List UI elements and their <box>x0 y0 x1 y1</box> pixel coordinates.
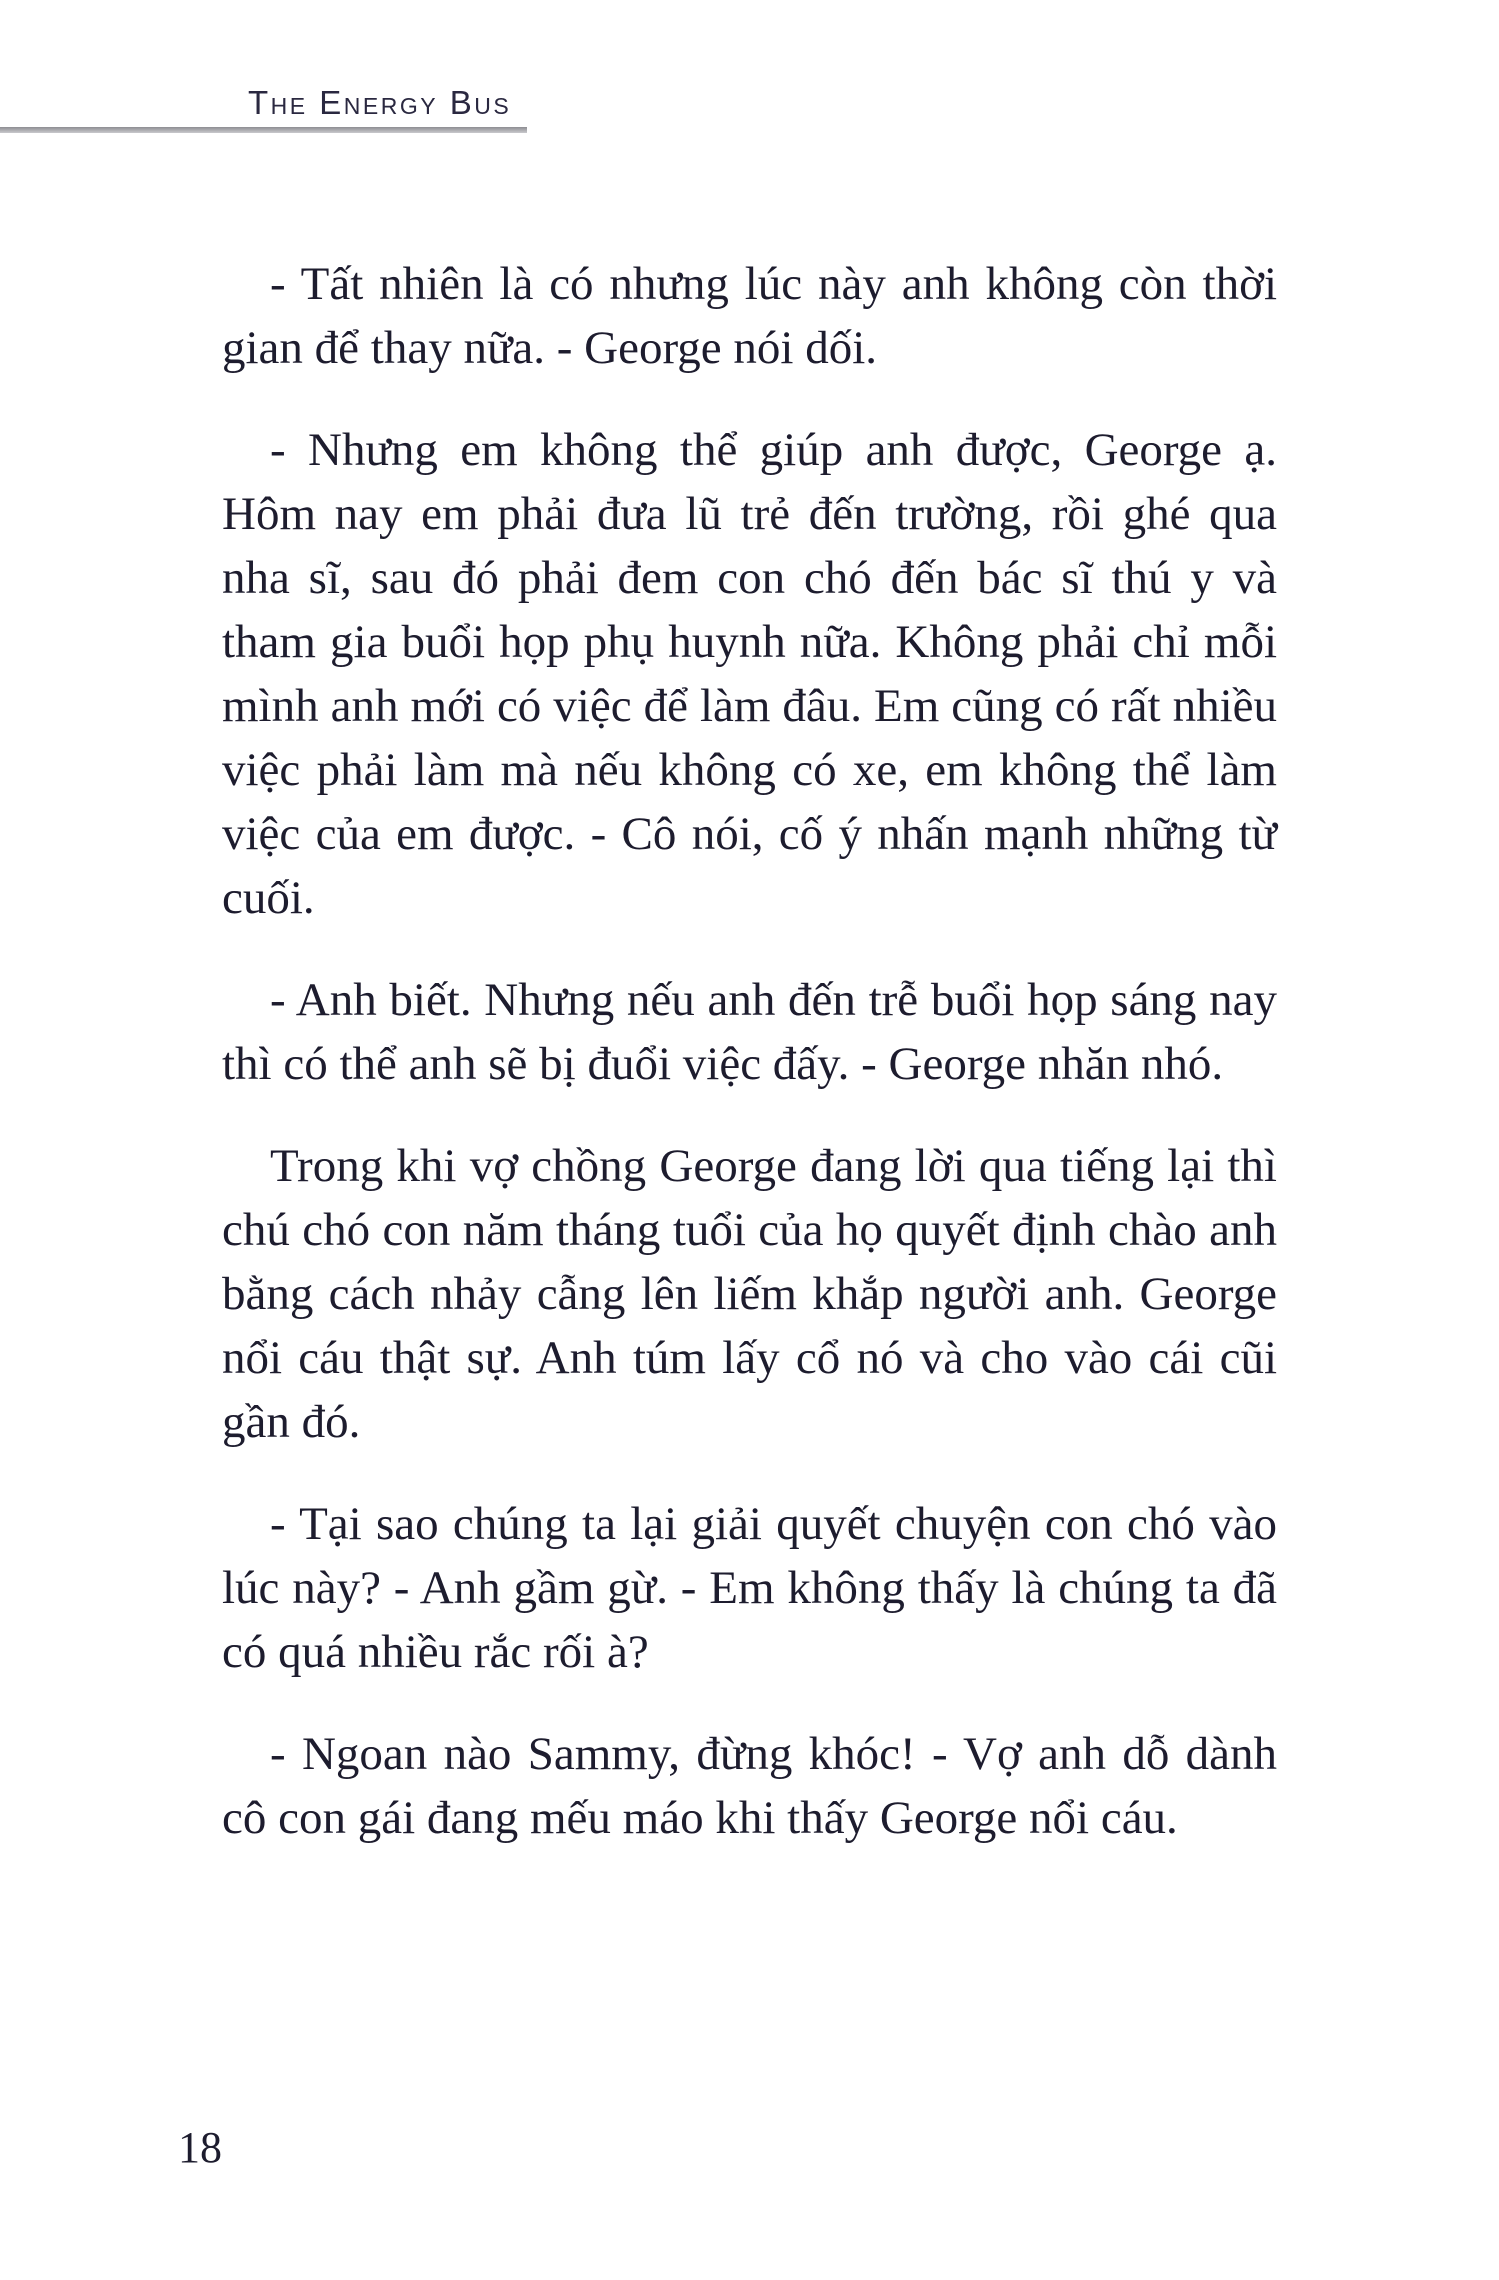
paragraph: - Nhưng em không thể giúp anh được, George ạ. Hôm nay em phải đưa lũ trẻ đến trường, rồi ghé qua nha sĩ, sau đó phải đem con chó đến bác sĩ thú y và tham gia buổi họp phụ huynh nữa. Không phải chỉ mỗi mình anh mới có việc để làm đâu. Em cũng có rất nhiều việc phải làm mà nếu không có xe, em không thể làm việc của em được. - Cô nói, cố ý nhấn mạnh những từ cuối. <box>222 424 1277 924</box>
paragraph: Trong khi vợ chồng George đang lời qua tiếng lại thì chú chó con năm tháng tuổi của họ quyết định chào anh bằng cách nhảy cẫng lên liếm khắp người anh. George nổi cáu thật sự. Anh túm lấy cổ nó và cho vào cái cũi gần đó. <box>222 1140 1277 1448</box>
running-head-title: The Energy Bus <box>248 84 512 121</box>
header-rule <box>0 127 527 133</box>
paragraph: - Ngoan nào Sammy, đừng khóc! - Vợ anh dỗ dành cô con gái đang mếu máo khi thấy George nổi cáu. <box>222 1728 1277 1844</box>
paragraph: - Tất nhiên là có nhưng lúc này anh không còn thời gian để thay nữa. - George nói dối. <box>222 258 1277 374</box>
page-body <box>222 252 1277 1888</box>
page-number: 18 <box>178 2123 222 2172</box>
paragraph: - Anh biết. Nhưng nếu anh đến trễ buổi họp sáng nay thì có thể anh sẽ bị đuổi việc đấy. - George nhăn nhó. <box>222 974 1277 1090</box>
paragraph: - Tại sao chúng ta lại giải quyết chuyện con chó vào lúc này? - Anh gầm gừ. - Em không thấy là chúng ta đã có quá nhiều rắc rối à? <box>222 1498 1277 1678</box>
